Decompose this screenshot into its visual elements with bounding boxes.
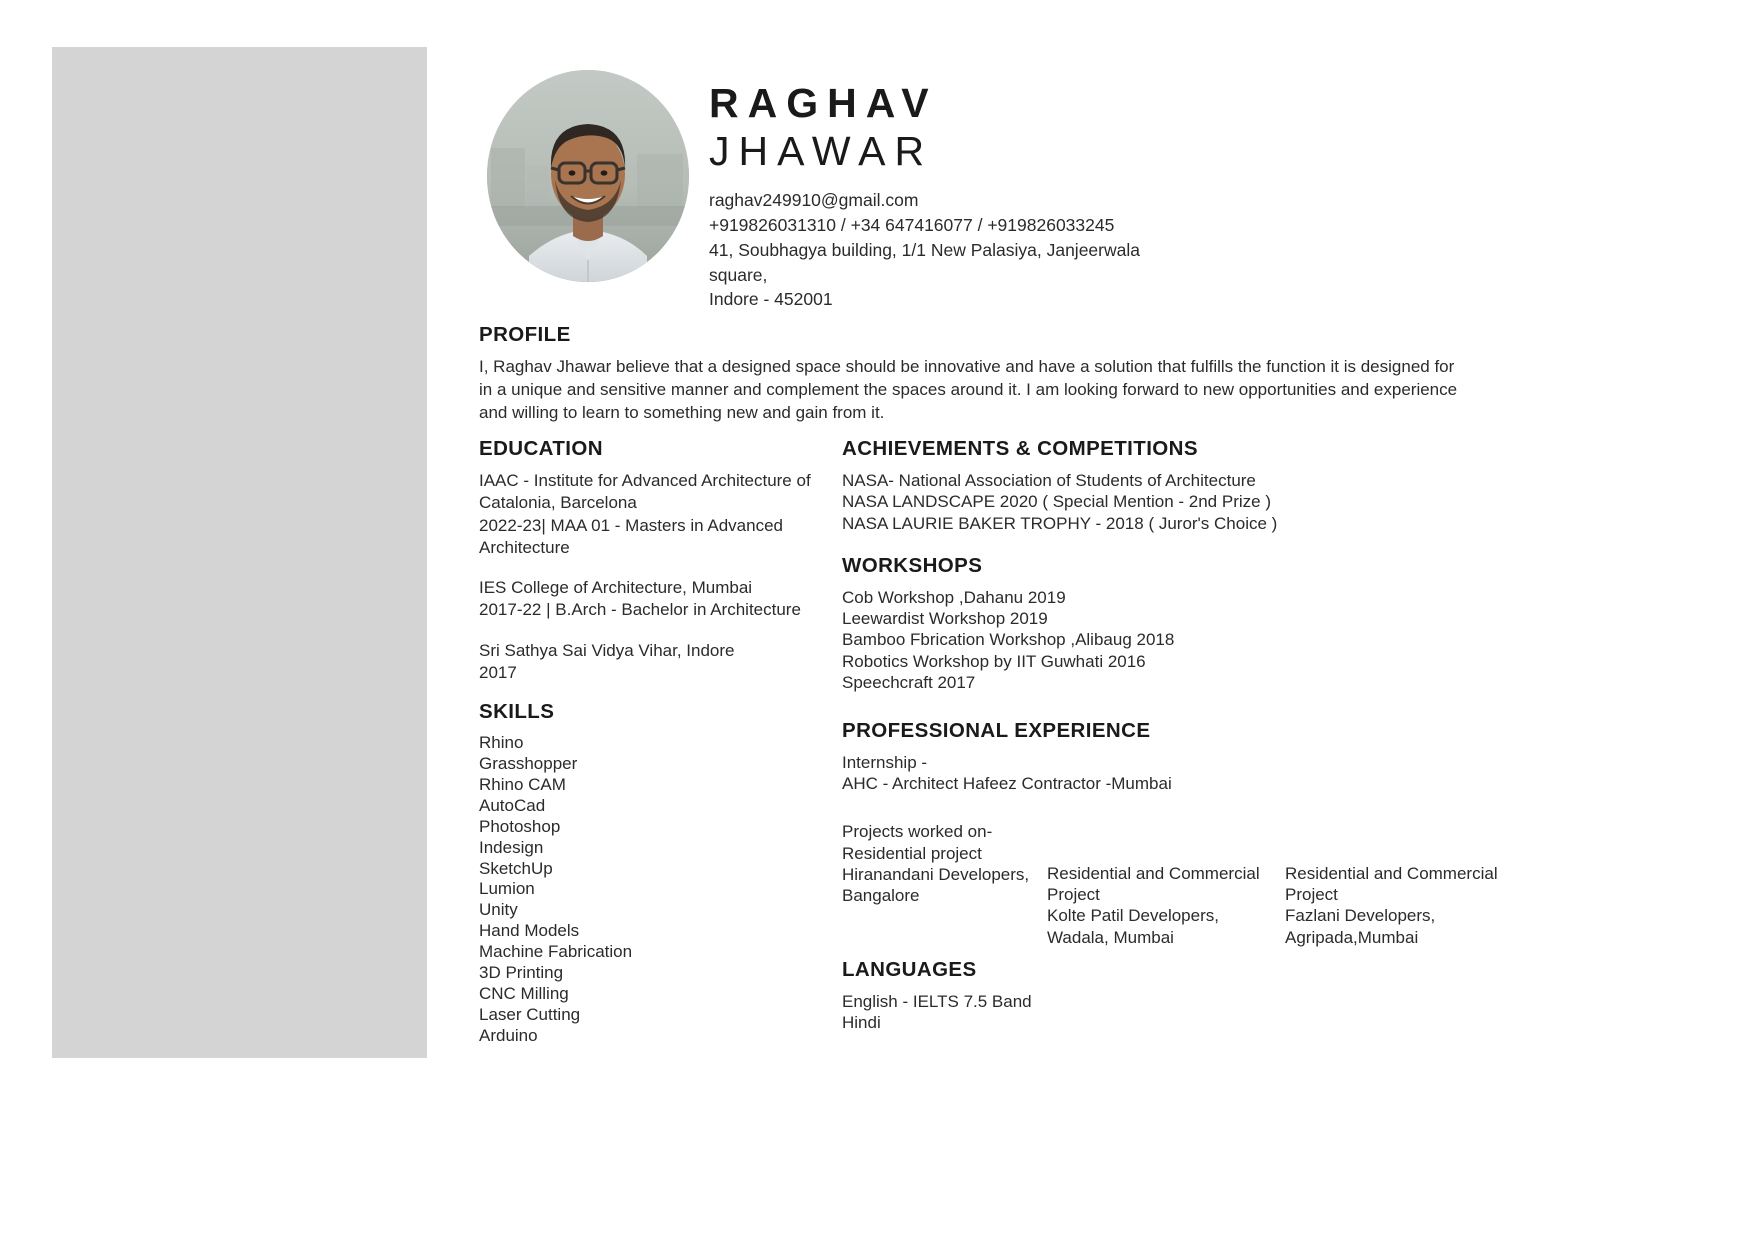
project-type: Residential project [842,843,982,863]
address-line-2: square, [709,264,768,285]
profile-section [479,323,1509,425]
left-grey-panel [52,47,427,1058]
education-year: 2017 [479,662,517,682]
workshops-heading: WORKSHOPS [842,553,983,577]
achievements-list [842,470,1522,534]
experience-heading: PROFESSIONAL EXPERIENCE [842,719,1151,742]
left-column [479,437,829,1047]
last-name: JHAWAR [709,127,934,174]
education-institution: IES College of Architecture, Mumbai [479,578,753,598]
education-degree: 2022-23| MAA 01 - Masters in Advanced [479,515,783,535]
profile-heading: PROFILE [479,323,571,346]
right-column [842,437,1522,1033]
internship-employer: AHC - Architect Hafeez Contractor -Mumbai [842,774,1172,794]
project-location: Bangalore [842,886,920,906]
education-institution: Sri Sathya Sai Vidya Vihar, Indore [479,640,735,660]
achievement-item: NASA- National Association of Students of Architecture [842,471,1256,490]
profile-line-2: in a unique and sensitive manner and complement the spaces around it. I am looking forward to new opportunities and experience [479,379,1458,399]
project-column [1285,843,1522,948]
achievements-heading: ACHIEVEMENTS & COMPETITIONS [842,437,1198,460]
contact-info [709,188,1140,312]
workshop-item: Cob Workshop ,Dahanu 2019 [842,587,1066,607]
email-text[interactable]: raghav249910@gmail.com [709,190,919,210]
education-location: Catalonia, Barcelona [479,493,637,513]
experience-section [842,719,1522,958]
project-type: Residential and Commercial [1285,863,1498,883]
internship-label: Internship - [842,753,928,772]
internship-block [842,752,1522,795]
workshop-item: Robotics Workshop by IIT Guwhati 2016 [842,651,1146,671]
skill-item: Unity [479,900,518,920]
skill-item: Photoshop [479,816,561,836]
education-institution: IAAC - Institute for Advanced Architecture of [479,471,811,490]
skills-heading: SKILLS [479,700,555,724]
project-type-cont: Project [1285,885,1338,905]
education-entry [479,640,829,685]
skill-item: AutoCad [479,795,546,815]
workshop-item: Speechcraft 2017 [842,672,976,692]
skill-item: Lumion [479,879,535,899]
profile-line-1: I, Raghav Jhawar believe that a designed space should be innovative and have a solution that fulfills the function it is designed for [479,357,1455,376]
project-location: Agripada,Mumbai [1285,927,1419,947]
project-type: Residential and Commercial [1047,863,1260,883]
skills-section [479,700,829,1047]
workshops-list [842,587,1522,693]
language-item: English - IELTS 7.5 Band [842,991,1032,1011]
languages-list [842,991,1522,1034]
skill-item: 3D Printing [479,963,564,983]
skills-list [479,733,829,1047]
projects-label: Projects worked on- [842,821,993,841]
achievement-item: NASA LAURIE BAKER TROPHY - 2018 ( Juror's Choice ) [842,513,1278,533]
workshop-item: Bamboo Fbrication Workshop ,Alibaug 2018 [842,630,1175,650]
skill-item: Grasshopper [479,754,578,774]
profile-line-3: and willing to learn to something new and gain from it. [479,402,885,422]
address-line-3: Indore - 452001 [709,289,833,310]
languages-section [842,958,1522,1034]
project-column [842,843,1047,948]
project-client: Fazlani Developers, [1285,906,1436,926]
skill-item: Machine Fabrication [479,942,633,962]
projects-grid [842,843,1522,948]
skill-item: Rhino [479,733,524,753]
skill-item: Indesign [479,837,544,857]
language-item: Hindi [842,1013,881,1033]
workshop-item: Leewardist Workshop 2019 [842,609,1048,628]
education-degree: 2017-22 | B.Arch - Bachelor in Architecture [479,600,801,620]
name-block [709,80,938,175]
achievement-item: NASA LANDSCAPE 2020 ( Special Mention - 2nd Prize ) [842,492,1271,512]
address-line-1: 41, Soubhagya building, 1/1 New Palasiya, Janjeerwala [709,239,1140,260]
education-degree-cont: Architecture [479,537,570,557]
resume-header [487,70,1487,310]
achievements-section [842,437,1522,534]
skill-item: Arduino [479,1025,538,1045]
workshops-section [842,554,1522,693]
education-section [479,437,829,684]
skill-item: CNC Milling [479,984,569,1003]
languages-heading: LANGUAGES [842,957,977,981]
skill-item: SketchUp [479,858,553,878]
project-column [1047,843,1285,948]
skill-item: Laser Cutting [479,1004,581,1024]
education-heading: EDUCATION [479,437,603,460]
project-client: Kolte Patil Developers, [1047,906,1219,926]
phone-text[interactable]: +919826031310 / +34 647416077 / +919826033245 [709,214,1115,235]
education-entry [479,577,829,622]
skill-item: Rhino CAM [479,774,566,794]
project-type-cont: Project [1047,885,1100,905]
skill-item: Hand Models [479,921,580,941]
avatar [487,70,689,282]
project-location: Wadala, Mumbai [1047,927,1174,947]
profile-photo-illustration [487,70,689,282]
education-entry [479,470,829,559]
project-client: Hiranandani Developers, [842,865,1030,885]
first-name: RAGHAV [709,80,938,126]
